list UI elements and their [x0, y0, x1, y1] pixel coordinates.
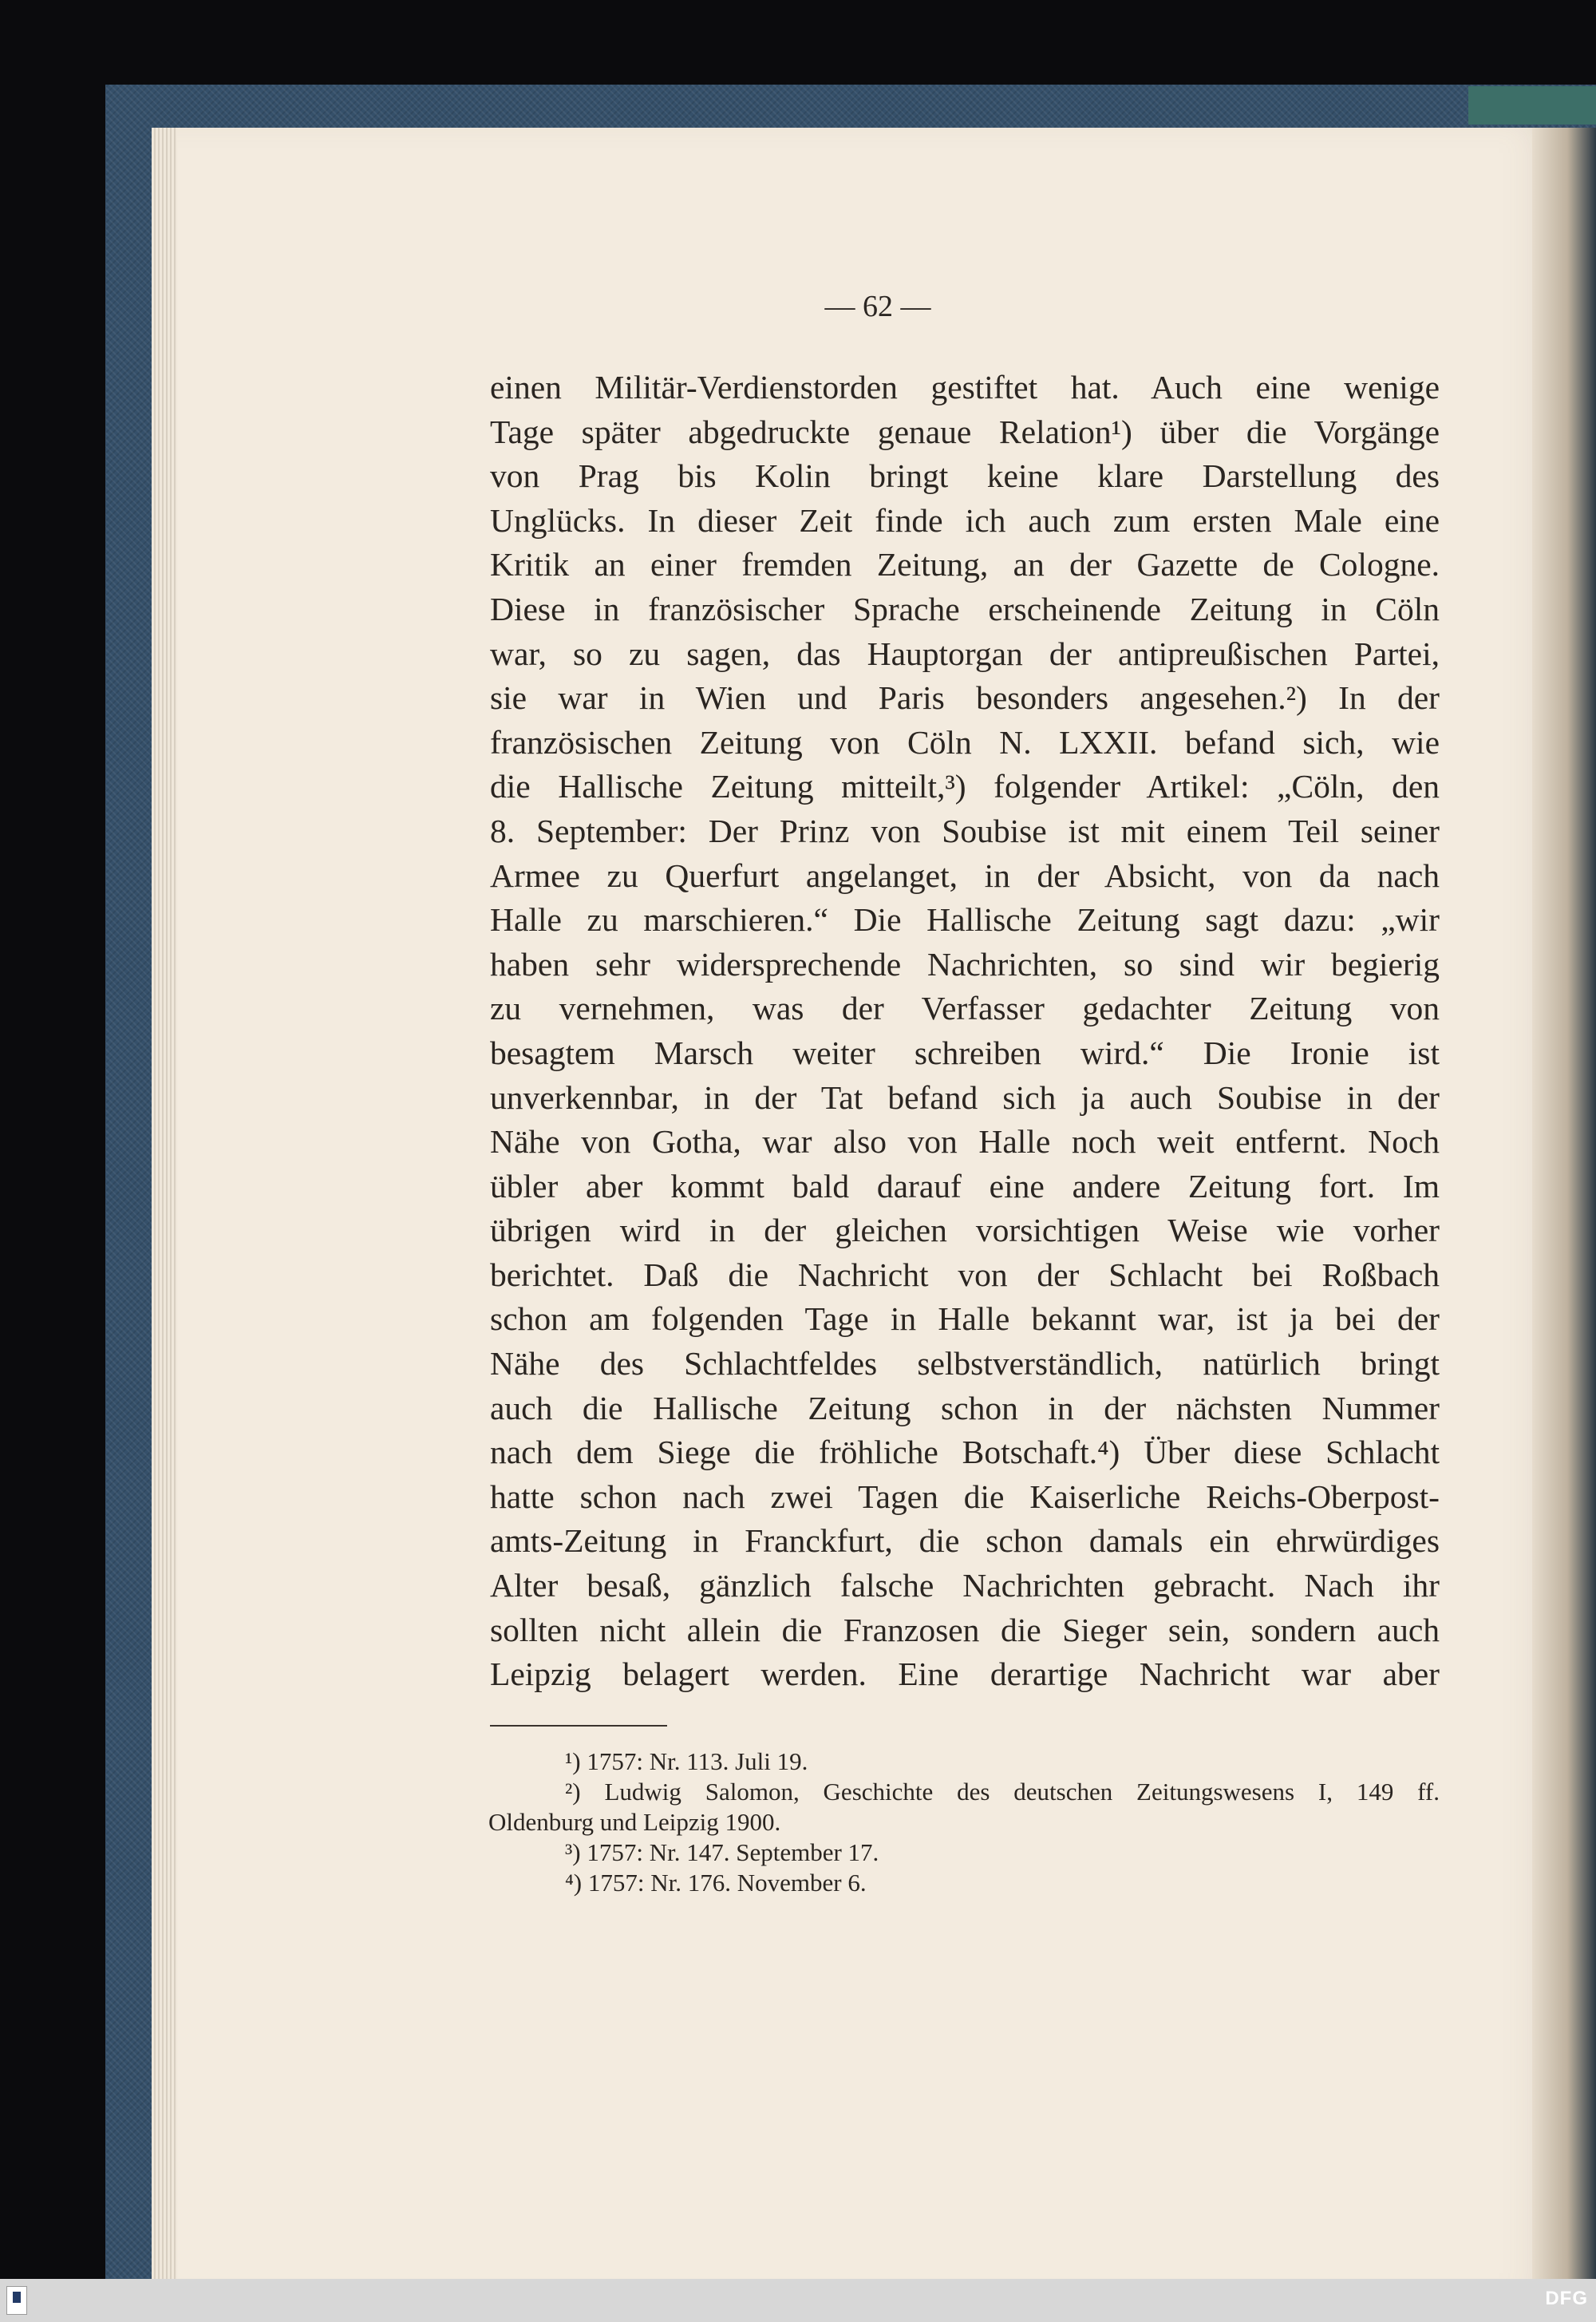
- body-line: Diese in französischer Sprache erscheinende Zeitung in Cöln: [490, 590, 1440, 627]
- body-line: Leipzig belagert werden. Eine derartige Nachricht war aber: [490, 1655, 1440, 1693]
- body-line: besagtem Marsch weiter schreiben wird.“ Die Ironie ist: [490, 1034, 1440, 1071]
- footnote-3: ³) 1757: Nr. 147. September 17.: [565, 1838, 879, 1866]
- viewer-bottom-bar: [0, 2279, 1596, 2322]
- body-line: zu vernehmen, was der Verfasser gedachter Zeitung von: [490, 990, 1440, 1027]
- body-line: Nähe von Gotha, war also von Halle noch weit entfernt. Noch: [490, 1123, 1440, 1161]
- body-line: Armee zu Querfurt angelanget, in der Absicht, von da nach: [490, 856, 1440, 894]
- body-line: hatte schon nach zwei Tagen die Kaiserliche Reichs-Oberpost-: [490, 1477, 1440, 1515]
- body-line: haben sehr widersprechende Nachrichten, so sind wir begierig: [490, 945, 1440, 983]
- footnote-2: ²) Ludwig Salomon, Geschichte des deutschen Zeitungswesens I, 149 ff.: [565, 1778, 1440, 1806]
- gutter-shadow: [1532, 128, 1596, 2283]
- footnote-2-continued: Oldenburg und Leipzig 1900.: [488, 1808, 781, 1836]
- body-line: sollten nicht allein die Franzosen die Sieger sein, sondern auch: [490, 1611, 1440, 1648]
- body-line: französischen Zeitung von Cöln N. LXXII. befand sich, wie: [490, 723, 1440, 761]
- body-line: übrigen wird in der gleichen vorsichtigen Weise wie vorher: [490, 1212, 1440, 1249]
- body-line: Alter besaß, gänzlich falsche Nachrichten gebracht. Nach ihr: [490, 1567, 1440, 1604]
- body-line: Unglücks. In dieser Zeit finde ich auch zum ersten Male eine: [490, 501, 1440, 539]
- page-number: — 62 —: [824, 290, 931, 323]
- body-line: amts-Zeitung in Franckfurt, die schon damals ein ehrwürdiges: [490, 1522, 1440, 1560]
- body-line: unverkennbar, in der Tat befand sich ja auch Soubise in der: [490, 1078, 1440, 1116]
- body-line: auch die Hallische Zeitung schon in der nächsten Nummer: [490, 1389, 1440, 1426]
- body-line: schon am folgenden Tage in Halle bekannt war, ist ja bei der: [490, 1300, 1440, 1338]
- body-line: sie war in Wien und Paris besonders angesehen.²) In der: [490, 679, 1440, 717]
- body-text: [490, 366, 1440, 1697]
- footnotes: [488, 1746, 1440, 1898]
- body-line: Kritik an einer fremden Zeitung, an der Gazette de Cologne.: [490, 546, 1440, 583]
- body-line: übler aber kommt bald darauf eine andere Zeitung fort. Im: [490, 1167, 1440, 1205]
- cover-corner: [1468, 86, 1596, 125]
- body-line: die Hallische Zeitung mitteilt,³) folgender Artikel: „Cöln, den: [490, 768, 1440, 805]
- dfg-watermark: DFG: [1545, 2288, 1588, 2309]
- body-line: war, so zu sagen, das Hauptorgan der antipreußischen Partei,: [490, 635, 1440, 672]
- library-logo-icon: [6, 2286, 27, 2315]
- body-line: von Prag bis Kolin bringt keine klare Darstellung des: [490, 457, 1440, 495]
- body-line: Halle zu marschieren.“ Die Hallische Zeitung sagt dazu: „wir: [490, 901, 1440, 939]
- footnote-1: ¹) 1757: Nr. 113. Juli 19.: [565, 1747, 808, 1775]
- footnote-4: ⁴) 1757: Nr. 176. November 6.: [565, 1869, 867, 1897]
- footnote-rule: [490, 1725, 667, 1727]
- body-line: Nähe des Schlachtfeldes selbstverständlich, natürlich bringt: [490, 1345, 1440, 1383]
- body-line: berichtet. Daß die Nachricht von der Schlacht bei Roßbach: [490, 1256, 1440, 1293]
- body-line: 8. September: Der Prinz von Soubise ist mit einem Teil seiner: [490, 812, 1440, 849]
- body-line: Tage später abgedruckte genaue Relation¹) über die Vorgänge: [490, 413, 1440, 450]
- body-line: nach dem Siege die fröhliche Botschaft.⁴) Über diese Schlacht: [490, 1434, 1440, 1471]
- body-line: einen Militär-Verdienstorden gestiftet hat. Auch eine wenige: [490, 369, 1440, 405]
